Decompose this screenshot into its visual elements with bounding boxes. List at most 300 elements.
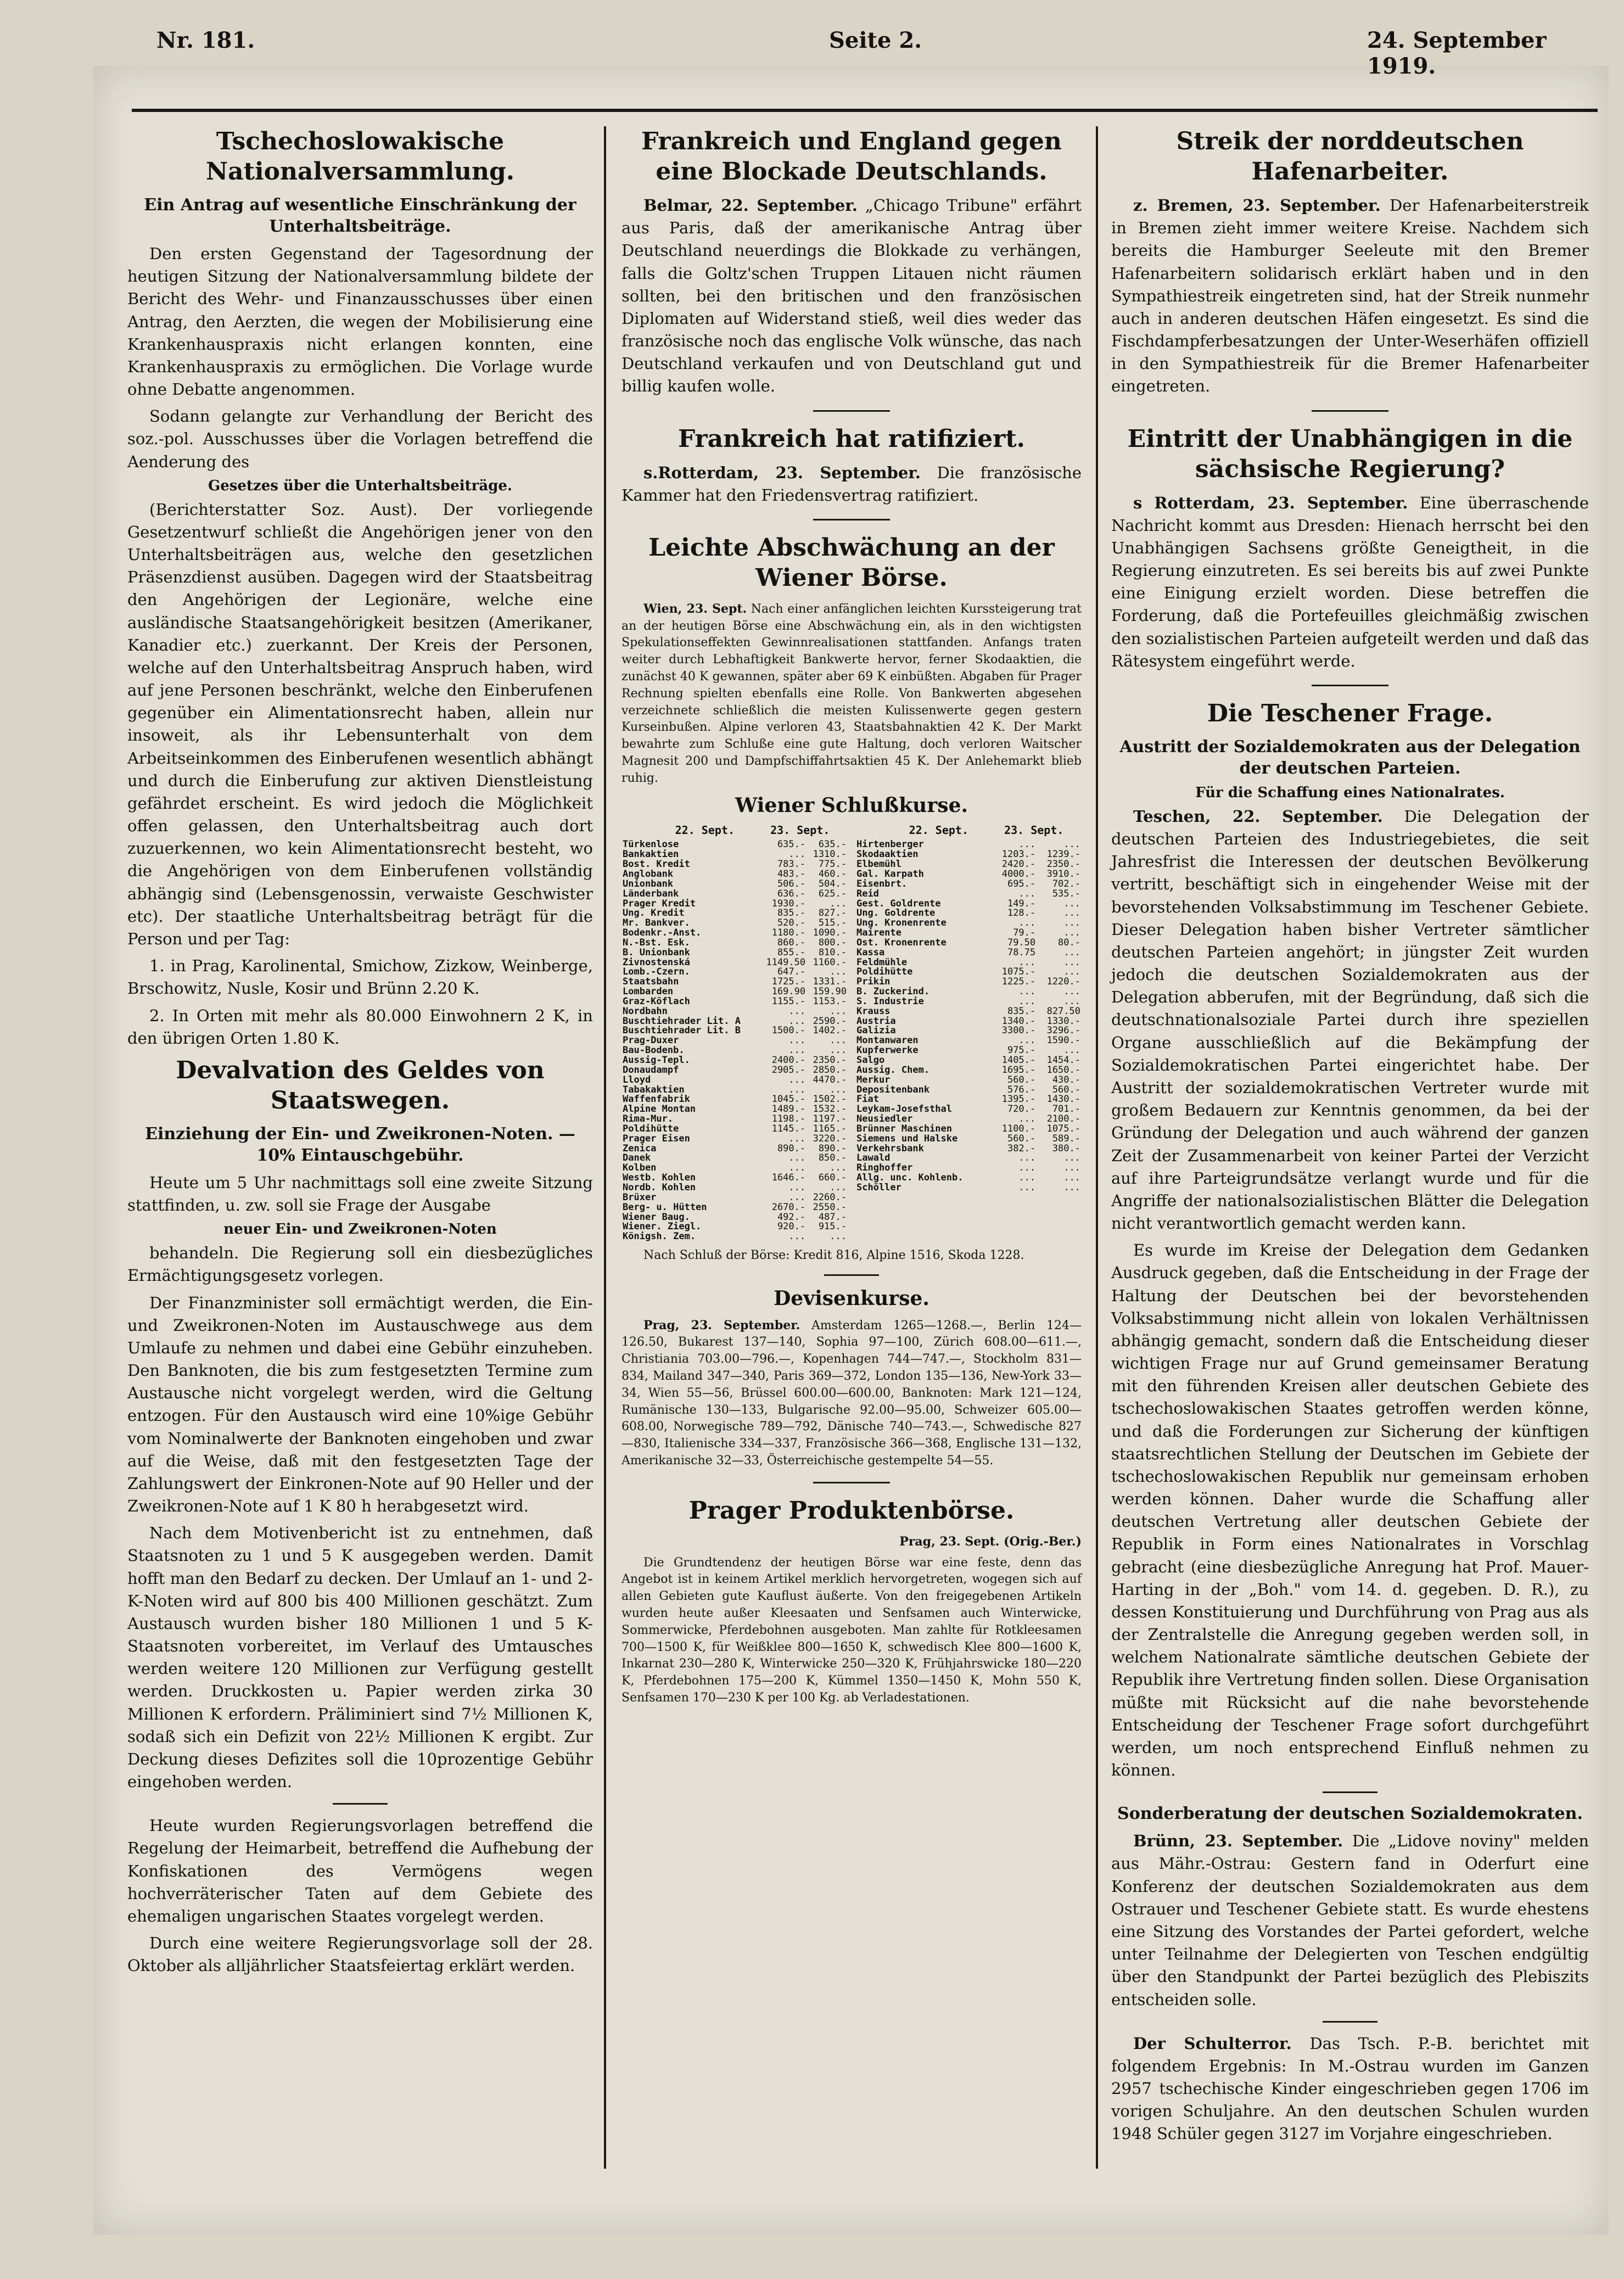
table-row bbox=[855, 889, 1082, 899]
stock-name: Danek bbox=[623, 1152, 651, 1164]
stock-name: Gal. Karpath bbox=[856, 868, 924, 880]
stock-name: Kolben bbox=[623, 1162, 657, 1174]
section-heading: Für die Schaffung eines Nationalrates. bbox=[1195, 784, 1505, 801]
stock-price: 4000.- bbox=[1001, 868, 1036, 880]
stock-price: 515.- bbox=[818, 917, 847, 929]
stock-price: 2350.- bbox=[813, 1055, 847, 1066]
stock-price: ... bbox=[1018, 839, 1036, 850]
stock-price: 1197.- bbox=[813, 1113, 847, 1125]
stock-price: 1198.- bbox=[771, 1113, 806, 1125]
table-row bbox=[855, 948, 1082, 958]
column-header: 23. Sept. bbox=[1004, 824, 1064, 837]
stock-name: Prager Kredit bbox=[623, 898, 696, 909]
stock-price: 1590.- bbox=[1046, 1035, 1080, 1046]
paragraph-text: Das Tsch. P.-B. berichtet mit folgendem Ergebnis: In M.-Ostrau wurden im Ganzen 2957 tschechische Kinder eingeschrieben gegen 1706 im vorigen Schuljahre. An den deutschen Schulen wurden 1948 Schüler gegen 3127 im Vorjahre eingeschrieben. bbox=[1111, 2034, 1589, 2143]
stock-price: ... bbox=[788, 1035, 806, 1046]
stock-price: 460.- bbox=[818, 868, 847, 880]
table-row bbox=[621, 1076, 848, 1085]
stock-name: Anglobank bbox=[623, 868, 674, 880]
paragraph bbox=[1111, 194, 1589, 398]
paragraph: 1. in Prag, Karolinental, Smichow, Zizkow, Weinberge, Brschowitz, Nusle, Kosir und Brünn 2.20 K. bbox=[127, 956, 593, 998]
paragraph bbox=[1111, 805, 1589, 1235]
stock-price: 810.- bbox=[818, 947, 847, 958]
stock-price: ... bbox=[1063, 927, 1080, 939]
stock-name: Alpine Montan bbox=[623, 1104, 696, 1115]
stock-price: ... bbox=[788, 1133, 806, 1144]
stock-name: Buschtiehrader Lit. B bbox=[623, 1025, 741, 1037]
stock-price: 636.- bbox=[777, 888, 806, 899]
stock-price: 1100.- bbox=[1001, 1123, 1036, 1134]
article-subtitle: Einziehung der Ein- und Zweikronen-Noten. — 10% Eintauschgebühr. bbox=[145, 1124, 575, 1165]
paragraph: (Berichterstatter Soz. Aust). Der vorliegende Gesetzentwurf schließt die Angehörigen jener von den Unterhaltsbeiträgen aus, welche den gesetzlichen Präsenzdienst ausüben. Dagegen wird der Staatsbeitrag den Angehörigen der Legionäre, welche eine ausländische Staatsangehörigkeit besitzen (Amerikaner, Kanadier etc.) zuerkannt. Der Kreis der Personen, welche auf den Unterhaltsbeitrag Anspruch haben, wird auf jene Personen beschränkt, welche den Einberufenen gegenüber ein Alimentationsrecht haben, allein nur insoweit, als ihr Lebensunterhalt von dem Arbeitseinkommen des Einberufenen wesentlich abhängt und durch die Einberufung zur aktiven Dienstleistung gefährdet erscheint. Es wird jedoch die Möglichkeit offen gelassen, den Unterhaltsbeitrag auch dort zuzuerkennen, wo kein Alimentationsrecht besteht, wo die Angehörigen von dem Einberufenen vollständig abhängig sind (Lebensgenossin, verwaiste Geschwister etc). Der staatliche Unterhaltsbeitrag beträgt für die Person und per Tag: bbox=[127, 500, 593, 948]
stock-name: Tabakaktien bbox=[623, 1084, 685, 1095]
stock-price: ... bbox=[1018, 986, 1036, 998]
stock-price: 1310.- bbox=[813, 849, 847, 860]
stock-name: Fiat bbox=[856, 1094, 879, 1105]
stock-name: Kassa bbox=[856, 947, 885, 958]
stock-price: 660.- bbox=[818, 1172, 847, 1184]
stock-price: 1203.- bbox=[1001, 849, 1036, 860]
stock-price: ... bbox=[1063, 995, 1080, 1007]
stock-price: 560.- bbox=[1007, 1133, 1036, 1144]
stock-name: Bau-Bodenb. bbox=[623, 1045, 685, 1056]
stock-name: Depositenbank bbox=[856, 1084, 930, 1095]
stock-name: S. Industrie bbox=[856, 995, 924, 1007]
stock-price: ... bbox=[1018, 1182, 1036, 1193]
stock-price: 380.- bbox=[1052, 1143, 1080, 1154]
stock-price: ... bbox=[830, 898, 847, 909]
separator bbox=[813, 519, 890, 520]
stock-price: 775.- bbox=[818, 859, 847, 870]
stock-price: 1405.- bbox=[1001, 1055, 1036, 1066]
section-title: Sonderberatung der deutschen Sozialdemokraten. bbox=[1117, 1804, 1583, 1824]
stock-price: ... bbox=[830, 1162, 847, 1174]
stock-price: 1725.- bbox=[771, 976, 806, 988]
stock-price: 2420.- bbox=[1001, 859, 1036, 870]
paragraph: Durch eine weitere Regierungsvorlage soll der 28. Oktober als alljährlicher Staatsfeiertag erklärt werden. bbox=[127, 1934, 593, 1975]
stock-price: ... bbox=[830, 1231, 847, 1242]
stock-price: ... bbox=[1018, 1113, 1036, 1125]
table-row bbox=[621, 1134, 848, 1144]
stock-price: 975.- bbox=[1007, 1045, 1036, 1056]
stock-name: Bankaktien bbox=[623, 849, 679, 860]
separator bbox=[1312, 685, 1388, 686]
stock-price: 506.- bbox=[777, 878, 806, 889]
stock-price: 1225.- bbox=[1001, 976, 1036, 988]
stock-price: 1075.- bbox=[1046, 1123, 1080, 1134]
stock-price: 80.- bbox=[1058, 937, 1080, 948]
stock-name: Ringhoffer bbox=[856, 1162, 913, 1174]
table-row bbox=[855, 1183, 1082, 1193]
stock-price: ... bbox=[1018, 1172, 1036, 1184]
stock-name: Poldihütte bbox=[623, 1123, 679, 1134]
paragraph: Sodann gelangte zur Verhandlung der Bericht des soz.-pol. Ausschusses über die Vorlagen betreffend die Aenderung des bbox=[127, 407, 593, 471]
stock-price: ... bbox=[1063, 966, 1080, 978]
dateline: Prag, 23. September. bbox=[643, 1318, 800, 1332]
stock-price: 720.- bbox=[1007, 1104, 1036, 1115]
stock-price: ... bbox=[830, 1182, 847, 1193]
stock-name: Allg. unc. Kohlenb. bbox=[856, 1172, 964, 1184]
stock-name: Salgo bbox=[856, 1055, 885, 1066]
stock-price: 1165.- bbox=[813, 1123, 847, 1134]
article-title: Tschechoslowakische Nationalversammlung. bbox=[205, 127, 515, 186]
table-row bbox=[855, 1134, 1082, 1144]
stock-name: Feldmühle bbox=[856, 956, 908, 968]
stock-price: 79.- bbox=[1013, 927, 1036, 939]
stock-price: 79.50 bbox=[1007, 937, 1036, 948]
stock-price: 2100.- bbox=[1046, 1113, 1080, 1125]
paragraph: 2. In Orten mit mehr als 80.000 Einwohnern 2 K, in den übrigen Orten 1.80 K. bbox=[127, 1006, 593, 1048]
stock-price: ... bbox=[1018, 1152, 1036, 1164]
stock-price: 1145.- bbox=[771, 1123, 806, 1134]
stock-price: 827.- bbox=[818, 908, 847, 919]
paragraph-text: Die französische Kammer hat den Friedensvertrag ratifiziert. bbox=[621, 463, 1082, 505]
stock-price: ... bbox=[1063, 1162, 1080, 1174]
stock-price: 1331.- bbox=[813, 976, 847, 988]
stock-price: 827.50 bbox=[1046, 1005, 1080, 1017]
stock-name: Wiener Baug. bbox=[623, 1211, 690, 1223]
table-row bbox=[855, 1007, 1082, 1017]
stock-price: ... bbox=[1063, 947, 1080, 958]
stock-price: 1454.- bbox=[1046, 1055, 1080, 1066]
paragraph-text: Die „Lidove noviny" melden aus Mähr.-Ostrau: Gestern fand in Oderfurt eine Konferenz der deutschen Sozialdemokraten aus dem Ostrauer und Teschener Gebiete statt. Es wurde ehestens eine Sitzung des Vorstandes der Partei gefordert, welche unter Teilnahme der Delegierten von Teschen endgültig über den Standpunkt der Partei bezüglich des Plebiszits entscheiden solle. bbox=[1111, 1832, 1589, 2009]
masthead bbox=[66, 16, 1592, 79]
stock-price: 1930.- bbox=[771, 898, 806, 909]
stock-price: ... bbox=[1063, 1182, 1080, 1193]
stock-price: 1075.- bbox=[1001, 966, 1036, 978]
stock-price: 1090.- bbox=[813, 927, 847, 939]
separator bbox=[333, 1803, 388, 1805]
stock-price: ... bbox=[1063, 908, 1080, 919]
stock-price: 695.- bbox=[1007, 878, 1036, 889]
stock-name: Poldihütte bbox=[856, 966, 913, 978]
stock-name: Wiener. Ziegl. bbox=[623, 1221, 702, 1233]
stock-price: 2550.- bbox=[813, 1201, 847, 1213]
stock-price: 920.- bbox=[777, 1221, 806, 1233]
stock-name: Länderbank bbox=[623, 888, 679, 899]
issue-date: 24. September 1919. bbox=[1367, 27, 1547, 79]
stock-price: ... bbox=[1018, 888, 1036, 899]
stock-name: Merkur bbox=[856, 1074, 891, 1085]
stock-price: ... bbox=[788, 1015, 806, 1027]
dateline: Belmar, 22. September. bbox=[643, 196, 858, 215]
stock-price: 1502.- bbox=[813, 1094, 847, 1105]
stock-price: 647.- bbox=[777, 966, 806, 978]
column-header: 23. Sept. bbox=[770, 824, 830, 837]
stock-price: 2260.- bbox=[813, 1191, 847, 1203]
stock-price: 169.90 bbox=[771, 986, 806, 998]
stock-name: Graz-Köflach bbox=[623, 995, 690, 1007]
paragraph bbox=[621, 194, 1082, 398]
section-title: Devisenkurse. bbox=[774, 1286, 929, 1310]
paragraph: Nach dem Motivenbericht ist zu entnehmen, daß Staatsnoten zu 1 und 5 K ausgegeben werden. Damit hofft man den Bedarf zu decken. Der Umlauf an 1- und 2-K-Noten wird auf 800 bis 400 Millionen geschätzt. Zum Austausch wurden bisher 180 Millionen 1 und 5 K-Staatsnoten vorbereitet, im Verlauf des Umtausches werden weitere 120 Millionen zur Verfügung gestellt werden. Druckkosten u. Papier werden zirka 30 Millionen K erfordern. Präliminiert sind 7½ Millionen K, sodaß sich ein Defizit von 22½ Millionen K ergibt. Zur Deckung dieses Defizites soll die 10prozentige Gebühr eingehoben werden. bbox=[127, 1524, 593, 1791]
stock-name: Eisenbrt. bbox=[856, 878, 908, 889]
stock-price: ... bbox=[830, 966, 847, 978]
paragraph bbox=[621, 1317, 1082, 1470]
paragraph bbox=[1111, 1830, 1589, 2011]
column-rule-2 bbox=[1096, 126, 1098, 2169]
stock-name: Schöller bbox=[856, 1182, 901, 1193]
stock-name: Prager Eisen bbox=[623, 1133, 690, 1144]
stock-table-left bbox=[621, 840, 848, 1242]
stock-price: 800.- bbox=[818, 937, 847, 948]
stock-price: 1155.- bbox=[771, 995, 806, 1007]
paragraph-text: Eine überraschende Nachricht kommt aus Dresden: Hienach herrscht bei den Unabhängigen Sachsens größte Geneigtheit, in die Regierung einzutreten. Es sei bereits bis auf zwei Punkte eine Einigung erzielt worden. Diese betreffen die Forderung, daß die Portefeuilles gleichmäßig zwischen den sozialistischen Parteien aufgeteilt werden und daß das Rätesystem eingeführt werde. bbox=[1111, 493, 1589, 670]
table-header bbox=[855, 824, 1082, 837]
column-2 bbox=[621, 126, 1082, 1711]
stock-price: 860.- bbox=[777, 937, 806, 948]
stock-price: ... bbox=[788, 1191, 806, 1203]
stock-price: 535.- bbox=[1052, 888, 1080, 899]
stock-price: 701.- bbox=[1052, 1104, 1080, 1115]
table-row bbox=[621, 1203, 848, 1213]
stock-name: Nordbahn bbox=[623, 1005, 668, 1017]
paragraph bbox=[621, 462, 1082, 507]
table-title: Wiener Schlußkurse. bbox=[735, 793, 968, 817]
stock-price: 159.90 bbox=[813, 986, 847, 998]
stock-price: 520.- bbox=[777, 917, 806, 929]
stock-price: 128.- bbox=[1007, 908, 1036, 919]
table-row bbox=[621, 1007, 848, 1017]
stock-price: 915.- bbox=[818, 1221, 847, 1233]
stock-price: 560.- bbox=[1052, 1084, 1080, 1095]
dateline: z. Bremen, 23. September. bbox=[1133, 196, 1381, 215]
stock-price: ... bbox=[1018, 956, 1036, 968]
paragraph: behandeln. Die Regierung soll ein diesbezügliches Ermächtigungsgesetz vorlegen. bbox=[127, 1244, 593, 1285]
separator bbox=[1323, 2021, 1377, 2023]
stock-name: Galizia bbox=[856, 1025, 896, 1037]
table-row bbox=[621, 948, 848, 958]
stock-price: 1340.- bbox=[1001, 1015, 1036, 1027]
paragraph-text: Nach einer anfänglichen leichten Kurssteigerung trat an der heutigen Börse eine Abschwächung ein, als in den wichtigsten Spekulationseffekten Gewinnrealisationen stattfanden. Anfangs traten weiter durch Lebhaftigkeit Bankwerte hervor, ferner Skodaaktien, die zunächst 40 K gewannen, später aber 69 K einbüßten. Abgaben für Prager Rechnung spielten ebenfalls eine Rolle. Von Bankwerten abgesehen verzeichnete schließlich die meisten Kulissenwerte gegen gestern Kurseinbußen. Alpine verloren 43, Staatsbahnaktien 42 K. Der Markt bewahrte zum Schluße eine gute Haltung, doch verloren Waitscher Magnesit 200 und Dampfschiffahrtsaktien 45 K. Der Anlehemarkt blieb ruhig. bbox=[621, 602, 1082, 785]
paragraph: Den ersten Gegenstand der Tagesordnung der heutigen Sitzung der Nationalversammlung bildete der Bericht des Wehr- und Finanzausschusses über einen Antrag, den Aerzten, die wegen der Mobilisierung eine Krankenhauspraxis nicht erlangen konnten, eine Krankenhauspraxis zu ermöglichen. Die Vorlage wurde ohne Debatte angenommen. bbox=[127, 244, 593, 399]
stock-price: 702.- bbox=[1052, 878, 1080, 889]
stock-price: ... bbox=[1063, 1045, 1080, 1056]
stock-price: ... bbox=[830, 1005, 847, 1017]
stock-name: Zivnostenská bbox=[623, 956, 690, 968]
stock-name: Lawald bbox=[856, 1152, 891, 1164]
stock-table-right bbox=[855, 840, 1082, 1192]
stock-name: Reid bbox=[856, 888, 879, 899]
stock-name: Leykam-Josefsthal bbox=[856, 1104, 952, 1115]
stock-price: ... bbox=[788, 849, 806, 860]
stock-price: 78.75 bbox=[1007, 947, 1036, 958]
dateline: Teschen, 22. September. bbox=[1133, 807, 1383, 826]
stock-name: Ost. Kronenrente bbox=[856, 937, 947, 948]
masthead-rule bbox=[132, 109, 1598, 112]
dateline: Prag, 23. Sept. (Orig.-Ber.) bbox=[899, 1534, 1082, 1549]
stock-name: Ung. Kronenrente bbox=[856, 917, 947, 929]
stock-price: 1153.- bbox=[813, 995, 847, 1007]
stock-name: Ung. Kredit bbox=[623, 908, 685, 919]
stock-price: ... bbox=[1063, 898, 1080, 909]
stock-price: ... bbox=[830, 1084, 847, 1095]
paragraph: Der Finanzminister soll ermächtigt werden, die Ein- und Zweikronen-Noten im Austauschwege aus dem Umlaufe zu nehmen und dabei eine Gebühr einzuheben. Den Banknoten, die bis zum festgesetzten Termine zum Austausche nicht vorgelegt werden, wird die Geltung entzogen. Für den Austausch wird eine 10%ige Gebühr vom Nominalwerte der Banknoten eingehoben und zwar auf die Weise, daß mit den festgesetzten Tage der Zahlungswert der Einkronen-Note auf 90 Heller und der Zweikronen-Note auf 1 K 80 h herabgesetzt wird. bbox=[127, 1293, 593, 1516]
article-subtitle: Austritt der Sozialdemokraten aus der Delegation der deutschen Parteien. bbox=[1119, 737, 1581, 778]
table-row bbox=[621, 1232, 848, 1242]
stock-price: 4470.- bbox=[813, 1074, 847, 1085]
table-row bbox=[855, 880, 1082, 889]
stock-name: Brüxer bbox=[623, 1191, 657, 1203]
stock-table bbox=[621, 824, 1082, 1242]
stock-price: 3910.- bbox=[1046, 868, 1080, 880]
paragraph-text: Der Hafenarbeiterstreik in Bremen zieht immer weitere Kreise. Nachdem sich bereits die Hamburger Seeleute mit den Bremer Hafenarbeitern solidarisch erklärt haben und in den Sympathiestreik eingetreten sind, hat der Streik nunmehr auch in anderen deutschen Häfen eingesetzt. Es sind die Fischdampferbesatzungen der Unter-Weserhäfen offiziell in den Sympathiestreik für die Bremer Hafenarbeiter eingetreten. bbox=[1111, 196, 1589, 396]
stock-name: Türkenlose bbox=[623, 839, 679, 850]
stock-price: ... bbox=[1063, 1152, 1080, 1164]
article-title: Leichte Abschwächung an der Wiener Börse. bbox=[648, 533, 1055, 592]
stock-price: 855.- bbox=[777, 947, 806, 958]
stock-name: N.-Bst. Esk. bbox=[623, 937, 690, 948]
stock-price: ... bbox=[788, 1045, 806, 1056]
table-row bbox=[621, 1144, 848, 1154]
stock-price: 3296.- bbox=[1046, 1025, 1080, 1037]
table-row bbox=[855, 1076, 1082, 1085]
stock-price: 2850.- bbox=[813, 1064, 847, 1076]
stock-price: ... bbox=[788, 1005, 806, 1017]
stock-name: Lloyd bbox=[623, 1074, 651, 1085]
stock-name: Krauss bbox=[856, 1005, 891, 1017]
paragraph-text: „Chicago Tribune" erfährt aus Paris, daß der amerikanische Antrag über Deutschland neuerdings die Blokkade zu verhängen, falls die Goltz'schen Truppen Litauen nicht räumen sollten, bei den britischen und den französischen Diplomaten auf Widerstand stieß, weil dies weder das französische noch das englische Volk wünsche, das nach Deutschland verkaufen und von Deutschland gut und billig kaufen wolle. bbox=[621, 196, 1082, 396]
stock-price: 1650.- bbox=[1046, 1064, 1080, 1076]
table-row bbox=[855, 938, 1082, 948]
article-title: Streik der norddeutschen Hafenarbeiter. bbox=[1176, 127, 1524, 186]
stock-price: 1500.- bbox=[771, 1025, 806, 1037]
table-header bbox=[621, 824, 848, 837]
stock-price: 1695.- bbox=[1001, 1064, 1036, 1076]
stock-price: 504.- bbox=[818, 878, 847, 889]
stock-price: 625.- bbox=[818, 888, 847, 899]
stock-price: ... bbox=[830, 1045, 847, 1056]
stock-price: 2350.- bbox=[1046, 859, 1080, 870]
stock-name: Mr. Bankver. bbox=[623, 917, 690, 929]
stock-name: Austria bbox=[856, 1015, 896, 1027]
stock-price: 850.- bbox=[818, 1152, 847, 1164]
stock-name: Prikin bbox=[856, 976, 891, 988]
stock-price: ... bbox=[788, 1084, 806, 1095]
stock-price: 1430.- bbox=[1046, 1094, 1080, 1105]
stock-name: Prag-Duxer bbox=[623, 1035, 679, 1046]
stock-name: Bodenkr.-Anst. bbox=[623, 927, 702, 939]
paragraph: Die Grundtendenz der heutigen Börse war eine feste, denn das Angebot ist in keinem Artikel merklich hervorgetreten, wogegen sich auf allen Gebieten gute Kauflust äußerte. Von den freigegebenen Artikeln wurden heute außer Kleesaaten und Senfsamen auch Winterwicke, Sommerwicke, Pferdebohnen ausgeboten. Man zahlte für Rotkleesamen 700—1500 K, für Weißklee 800—1650 K, schwedisch Klee 800—1600 K, Inkarnat 230—280 K, Winterwicke 250—320 K, Frühjahrswicke 180—220 K, Pferdebohnen 175—200 K, Kümmel 1350—1450 K, Mohn 550 K, Senfsamen 170—230 K per 100 Kg. ab Verladestationen. bbox=[621, 1555, 1082, 1705]
stock-name: Westb. Kohlen bbox=[623, 1172, 696, 1184]
stock-name: B. Zuckerind. bbox=[856, 986, 930, 998]
stock-price: 890.- bbox=[818, 1143, 847, 1154]
stock-price: 1220.- bbox=[1046, 976, 1080, 988]
stock-price: ... bbox=[1063, 986, 1080, 998]
stock-price: 783.- bbox=[777, 859, 806, 870]
stock-price: ... bbox=[1063, 956, 1080, 968]
section-heading: Gesetzes über die Unterhaltsbeiträge. bbox=[208, 477, 512, 494]
paragraph: Heute um 5 Uhr nachmittags soll eine zweite Sitzung stattfinden, u. zw. soll sie Frage der Ausgabe bbox=[127, 1173, 593, 1215]
stock-name: Waffenfabrik bbox=[623, 1094, 690, 1105]
stock-price: 2905.- bbox=[771, 1064, 806, 1076]
issue-number: Nr. 181. bbox=[156, 27, 255, 53]
stock-price: ... bbox=[1018, 995, 1036, 1007]
stock-price: ... bbox=[1018, 1035, 1036, 1046]
stock-price: ... bbox=[1018, 917, 1036, 929]
stock-price: 149.- bbox=[1007, 898, 1036, 909]
stock-name: Unionbank bbox=[623, 878, 674, 889]
paragraph: Heute wurden Regierungsvorlagen betreffend die Regelung der Heimarbeit, betreffend die Aufhebung der Konfiskationen des Vermögens wegen hochverräterischer Taten auf dem Gebiete des ehemaligen ungarischen Staates vorgelegt werden. bbox=[127, 1816, 593, 1925]
separator bbox=[824, 1274, 879, 1276]
paragraph bbox=[1111, 2032, 1589, 2146]
paragraph-text: Amsterdam 1265—1268.—, Berlin 124—126.50, Bukarest 137—140, Sophia 97—100, Zürich 608.00—611.—, Christiania 703.00—796.—, Kopenhagen 744—747.—, Stockholm 831—834, Mailand 347—340, Paris 369—372, London 135—136, New-York 33—34, Wien 55—56, Brüssel 600.00—600.00, Banknoten: Mark 121—124, Rumänische 130—133, Bulgarische 92.00—95.00, Schweizer 605.00—608.00, Norwegische 789—792, Dänische 740—743.—, Schwedische 827—830, Italienische 334—337, Französische 366—368, Englische 131—132, Amerikanische 32—33, Österreichische gestempelte 54—55. bbox=[621, 1318, 1082, 1468]
article-title: Frankreich und England gegen eine Blockade Deutschlands. bbox=[641, 127, 1062, 186]
article-title: Eintritt der Unabhängigen in die sächsische Regierung? bbox=[1127, 424, 1573, 483]
stock-price: 1160.- bbox=[813, 956, 847, 968]
stock-price: 2590.- bbox=[813, 1015, 847, 1027]
stock-price: 2670.- bbox=[771, 1201, 806, 1213]
column-rule-1 bbox=[604, 126, 606, 2169]
stock-price: 1395.- bbox=[1001, 1094, 1036, 1105]
stock-price: 1239.- bbox=[1046, 849, 1080, 860]
lead-in: Der Schulterror. bbox=[1133, 2034, 1292, 2053]
dateline: s Rotterdam, 23. September. bbox=[1133, 493, 1408, 512]
stock-price: 560.- bbox=[1007, 1074, 1036, 1085]
stock-name: Lombarden bbox=[623, 986, 674, 998]
stock-name: Mairente bbox=[856, 927, 901, 939]
paragraph bbox=[1111, 492, 1589, 673]
stock-name: Brünner Maschinen bbox=[856, 1123, 952, 1134]
table-row bbox=[621, 1193, 848, 1203]
page-number: Seite 2. bbox=[829, 27, 922, 53]
stock-price: 487.- bbox=[818, 1211, 847, 1223]
separator bbox=[1323, 1791, 1377, 1793]
stock-name: Verkehrsbank bbox=[856, 1143, 924, 1154]
stock-price: 576.- bbox=[1007, 1084, 1036, 1095]
column-1 bbox=[127, 126, 593, 1982]
stock-price: ... bbox=[1063, 839, 1080, 850]
stock-price: ... bbox=[1018, 1162, 1036, 1174]
stock-price: ... bbox=[1063, 1172, 1080, 1184]
article-title: Die Teschener Frage. bbox=[1207, 699, 1493, 727]
stock-price: 1149.50 bbox=[766, 956, 806, 968]
paragraph bbox=[621, 601, 1082, 787]
column-3 bbox=[1111, 126, 1589, 2150]
stock-price: 1180.- bbox=[771, 927, 806, 939]
stock-name: Buschtiehrader Lit. A bbox=[623, 1015, 741, 1027]
stock-price: 1402.- bbox=[813, 1025, 847, 1037]
stock-name: Königsh. Zem. bbox=[623, 1231, 696, 1242]
stock-price: 589.- bbox=[1052, 1133, 1080, 1144]
stock-price: 3220.- bbox=[813, 1133, 847, 1144]
article-title: Devalvation des Geldes von Staatswegen. bbox=[176, 1056, 545, 1115]
article-title: Frankreich hat ratifiziert. bbox=[677, 424, 1025, 453]
stock-price: ... bbox=[788, 1162, 806, 1174]
stock-name: Gest. Goldrente bbox=[856, 898, 941, 909]
stock-price: 835.- bbox=[1007, 1005, 1036, 1017]
stock-name: Montanwaren bbox=[856, 1035, 919, 1046]
article-title: Prager Produktenbörse. bbox=[688, 1496, 1015, 1525]
stock-name: Rima-Mur. bbox=[623, 1113, 674, 1125]
dateline: Wien, 23. Sept. bbox=[643, 601, 747, 616]
stock-price: ... bbox=[788, 1152, 806, 1164]
stock-name: Zenica bbox=[623, 1143, 657, 1154]
dateline: Brünn, 23. September. bbox=[1133, 1832, 1343, 1851]
stock-price: 1646.- bbox=[771, 1172, 806, 1184]
stock-name: Skodaaktien bbox=[856, 849, 919, 860]
stock-price: 1489.- bbox=[771, 1104, 806, 1115]
stock-name: Neusiedler bbox=[856, 1113, 913, 1125]
stock-price: 635.- bbox=[777, 839, 806, 850]
paragraph: Nach Schluß der Börse: Kredit 816, Alpine 1516, Skoda 1228. bbox=[643, 1248, 1024, 1263]
stock-name: Nordb. Kohlen bbox=[623, 1182, 696, 1193]
stock-name: Aussig. Chem. bbox=[856, 1064, 930, 1076]
stock-price: 3300.- bbox=[1001, 1025, 1036, 1037]
column-header: 22. Sept. bbox=[909, 824, 968, 837]
stock-name: Donaudampf bbox=[623, 1064, 679, 1076]
paragraph-text: Die Delegation der deutschen Parteien des Industriegebietes, die seit Jahresfrist die Interessen der deutschen Bevölkerung vertritt, beschäftigt sich in eingehender Weise mit der bevorstehenden Volksabstimmung im Teschener Gebiete. Dieser Delegation haben bisher Vertreter sämtlicher deutschen Parteien angehört; in jüngster Zeit wurden jedoch die deutschen Sozialdemokraten aus der Delegation abberufen, mit der Begründung, daß sich die deutschnationalsoziale Partei durch ihre speziellen Organe ausschließlich auf die Bekämpfung der Sozialdemokratischen Partei eingerichtet habe. Der Austritt der sozialdemokratischen Vertreter wurde mit großem Bedauern zur Kenntnis genommen, da bei der Gründung der Delegation und auch während der ganzen Zeit der Zusammenarbeit von keiner Partei der Verzicht auf ihre Parteigrundsätze verlangt wurde und für die Angriffe der nationalsozialistischen Blätter die Delegation nicht verantwortlich gemacht werden kann. bbox=[1111, 807, 1589, 1233]
